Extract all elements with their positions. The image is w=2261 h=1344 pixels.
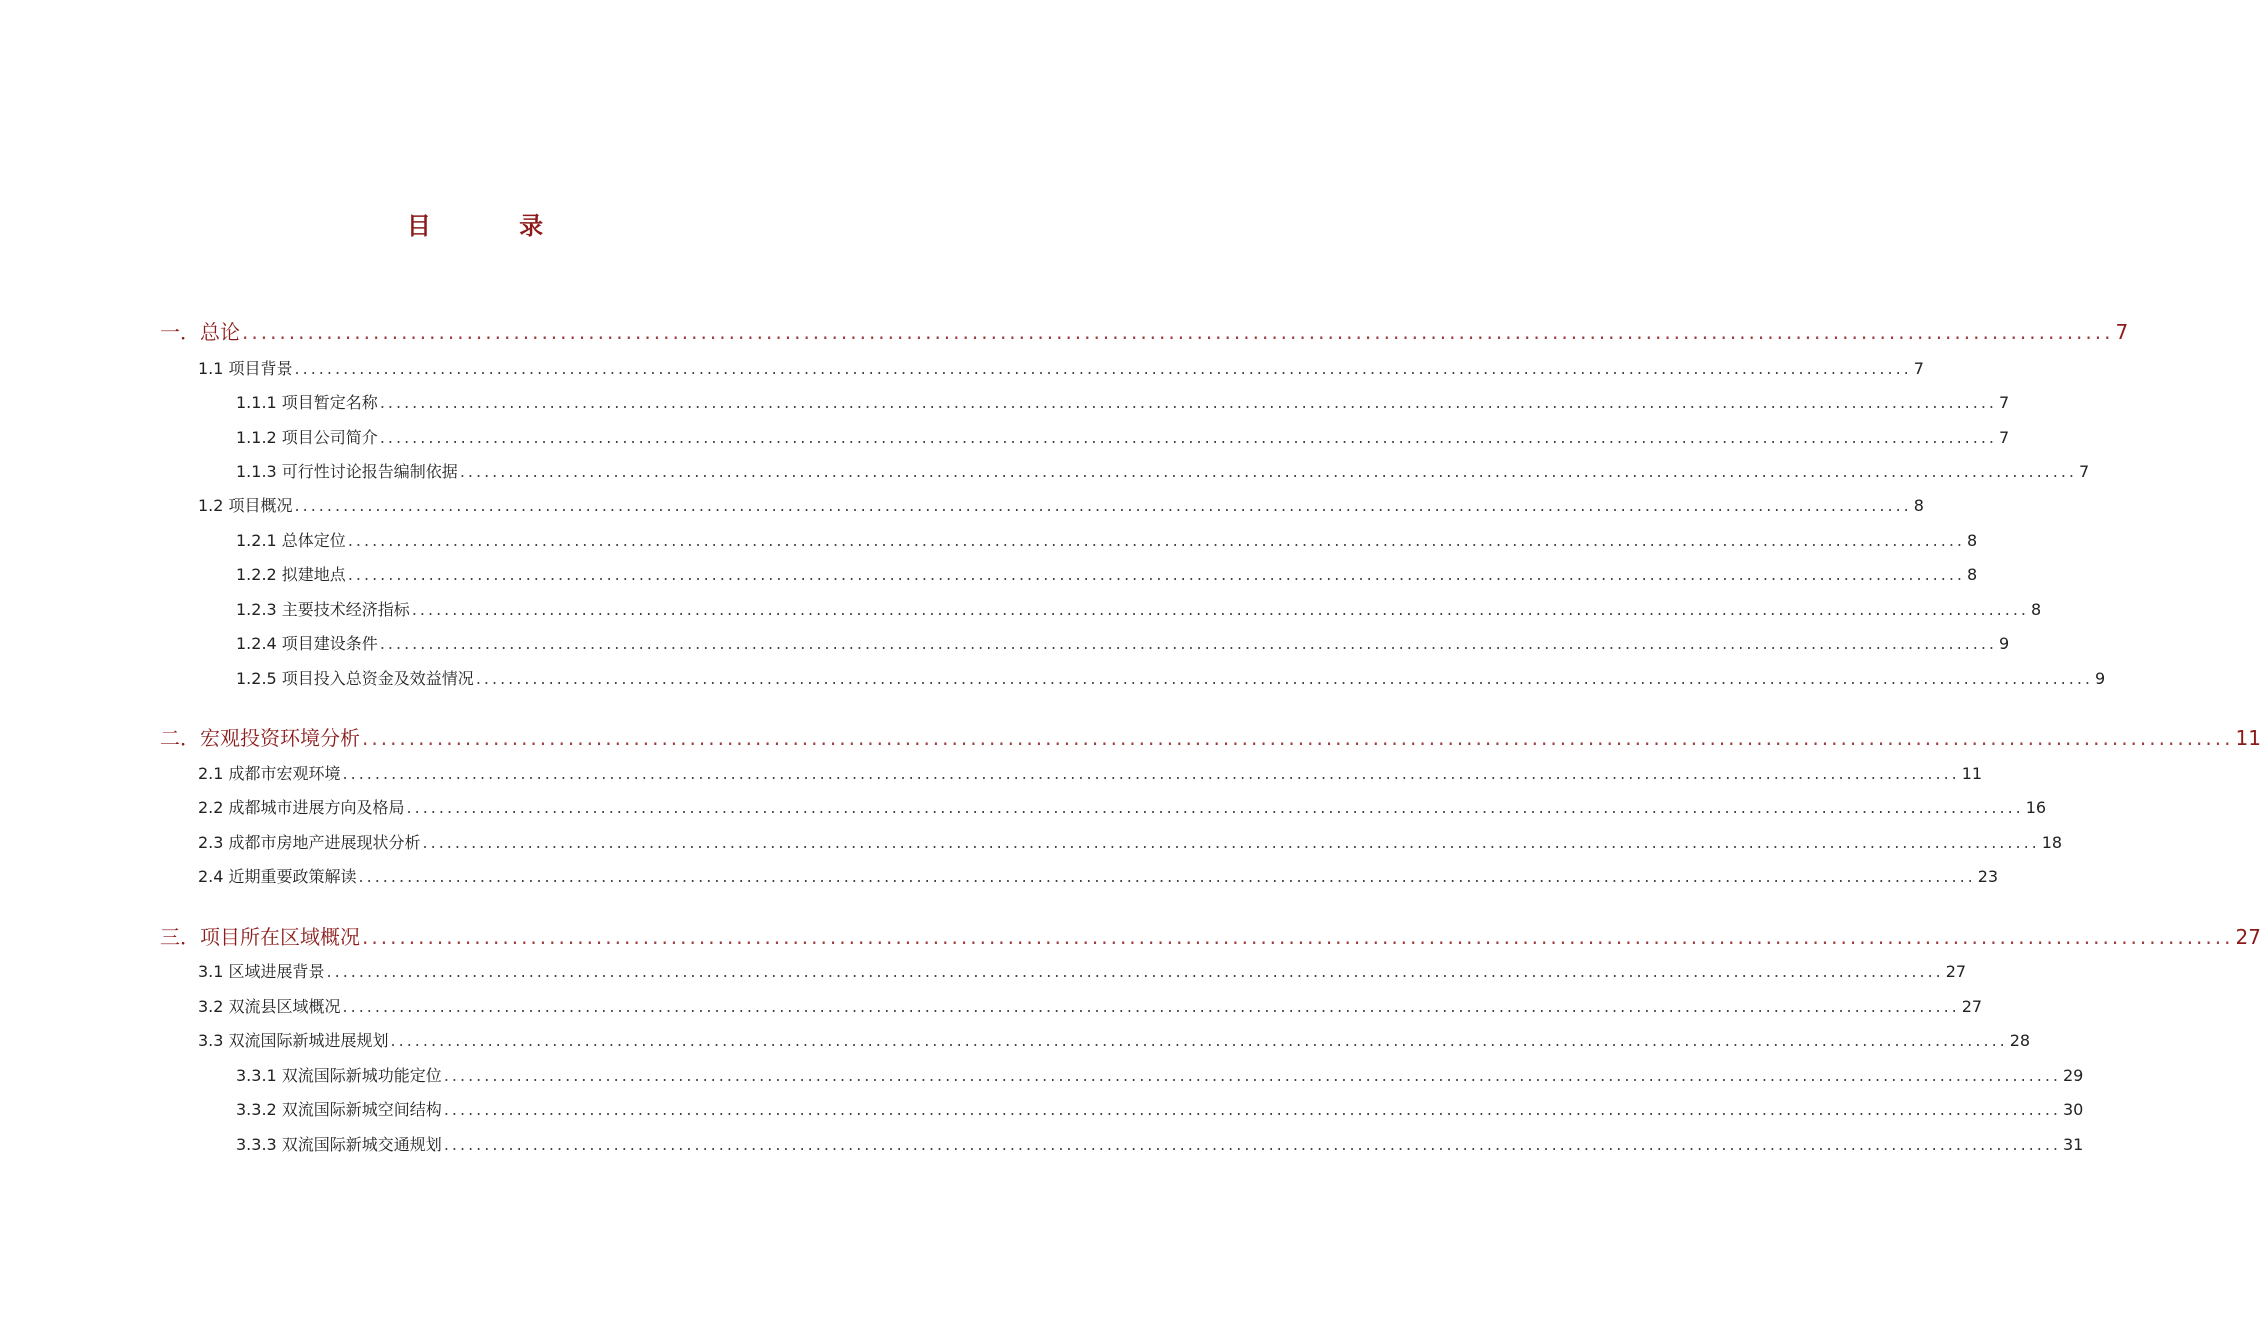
toc-entry-label: 1.1.3 可行性讨论报告编制依据 <box>236 462 458 481</box>
toc-leader-dots: ........................................................................................................................................................................................................ <box>390 1031 2008 1050</box>
toc-entry-label: 1.1 项目背景 <box>198 359 293 378</box>
toc-leader-dots: ........................................................................................................................................................................................................ <box>294 496 1912 515</box>
toc-entry-label: 2.4 近期重要政策解读 <box>198 867 357 886</box>
toc-leader-dots: ........................................................................................................................................................................................................ <box>294 359 1912 378</box>
toc-entry[interactable] <box>160 320 2129 344</box>
toc-leader-dots: ........................................................................................................................................................................................................ <box>379 393 1997 412</box>
toc-entry[interactable] <box>236 600 2042 619</box>
toc-leader-dots: ........................................................................................................................................................................................................ <box>459 462 2077 481</box>
toc-entry-page: 11 <box>1961 764 1983 783</box>
toc-entry-page: 7 <box>1999 428 2010 447</box>
toc-entry[interactable] <box>198 359 1924 378</box>
toc-leader-dots: ........................................................................................................................................................................................................ <box>347 565 1965 584</box>
toc-entry-page: 9 <box>2095 669 2106 688</box>
toc-entry[interactable] <box>236 428 2010 447</box>
toc-entry-label: 3.3.1 双流国际新城功能定位 <box>236 1066 442 1085</box>
toc-entry-page: 31 <box>2063 1135 2084 1154</box>
toc-leader-dots: ........................................................................................................................................................................................................ <box>443 1135 2061 1154</box>
toc-entry[interactable] <box>198 798 2047 817</box>
toc-entry-label: 1.2.3 主要技术经济指标 <box>236 600 410 619</box>
toc-leader-dots: ........................................................................................................................................................................................................ <box>379 634 1997 653</box>
toc-entry-page: 11 <box>2235 726 2261 750</box>
toc-entry-label: 3.2 双流县区域概况 <box>198 997 341 1016</box>
toc-leader-dots: ........................................................................................................................................................................................................ <box>443 1066 2061 1085</box>
toc-leader-dots: ........................................................................................................................................................................................................ <box>362 925 2234 949</box>
toc-entry-label: 2.1 成都市宏观环境 <box>198 764 341 783</box>
toc-entry[interactable] <box>236 531 1978 550</box>
toc-entry-label: 3.3 双流国际新城进展规划 <box>198 1031 389 1050</box>
toc-entry[interactable] <box>198 1031 2031 1050</box>
toc-leader-dots: ........................................................................................................................................................................................................ <box>422 833 2040 852</box>
toc-entry[interactable] <box>236 393 2010 412</box>
toc-entry[interactable] <box>198 997 1983 1016</box>
toc-entry-label: 3.1 区域进展背景 <box>198 962 325 981</box>
toc-entry-page: 7 <box>1913 359 1924 378</box>
toc-entry[interactable] <box>198 764 1983 783</box>
toc-entry-page: 23 <box>1977 867 1999 886</box>
toc-entry[interactable] <box>236 669 2106 688</box>
toc-entry-page: 8 <box>1913 496 1924 515</box>
toc-entry[interactable] <box>236 462 2090 481</box>
toc-entry-page: 28 <box>2009 1031 2031 1050</box>
toc-leader-dots: ........................................................................................................................................................................................................ <box>406 798 2024 817</box>
toc-entry[interactable] <box>236 565 1978 584</box>
toc-entry-page: 27 <box>1961 997 1983 1016</box>
toc-entry-label: 一．总论 <box>160 320 240 344</box>
toc-entry-label: 1.2.4 项目建设条件 <box>236 634 378 653</box>
toc-entry[interactable] <box>198 496 1924 515</box>
toc-entry-label: 2.3 成都市房地产进展现状分析 <box>198 833 421 852</box>
toc-entry-page: 29 <box>2063 1066 2084 1085</box>
toc-entry-label: 三．项目所在区域概况 <box>160 925 360 949</box>
toc-entry-page: 7 <box>2079 462 2090 481</box>
toc-entry-page: 7 <box>1999 393 2010 412</box>
toc-entry-page: 16 <box>2025 798 2047 817</box>
toc-leader-dots: ........................................................................................................................................................................................................ <box>411 600 2029 619</box>
toc-leader-dots: ........................................................................................................................................................................................................ <box>242 320 2114 344</box>
toc-leader-dots: ........................................................................................................................................................................................................ <box>475 669 2093 688</box>
toc-leader-dots: ........................................................................................................................................................................................................ <box>362 726 2234 750</box>
toc-entry[interactable] <box>236 1066 2084 1085</box>
toc-entry-label: 3.3.2 双流国际新城空间结构 <box>236 1100 442 1119</box>
toc-entry[interactable] <box>160 726 2261 750</box>
toc-leader-dots: ........................................................................................................................................................................................................ <box>379 428 1997 447</box>
toc-leader-dots: ........................................................................................................................................................................................................ <box>326 962 1944 981</box>
toc-entry-page: 18 <box>2041 833 2063 852</box>
toc-entry-page: 30 <box>2063 1100 2084 1119</box>
toc-entry[interactable] <box>198 962 1967 981</box>
toc-entry-page: 9 <box>1999 634 2010 653</box>
toc-entry-page: 8 <box>1967 531 1978 550</box>
toc-entry-label: 1.1.2 项目公司简介 <box>236 428 378 447</box>
toc-entry[interactable] <box>198 833 2063 852</box>
toc-entry[interactable] <box>198 867 1999 886</box>
toc-entry-page: 8 <box>2031 600 2042 619</box>
toc-entry[interactable] <box>236 1100 2084 1119</box>
toc-entry-label: 1.2.5 项目投入总资金及效益情况 <box>236 669 474 688</box>
toc-entry[interactable] <box>160 925 2261 949</box>
toc-entry-label: 2.2 成都城市进展方向及格局 <box>198 798 405 817</box>
toc-entry-label: 3.3.3 双流国际新城交通规划 <box>236 1135 442 1154</box>
toc-entry-label: 1.2.1 总体定位 <box>236 531 346 550</box>
toc-entry[interactable] <box>236 634 2010 653</box>
toc-entry[interactable] <box>236 1135 2084 1154</box>
page-title: 目 录 <box>406 212 584 240</box>
toc-leader-dots: ........................................................................................................................................................................................................ <box>342 764 1960 783</box>
toc-entry-label: 1.2.2 拟建地点 <box>236 565 346 584</box>
toc-leader-dots: ........................................................................................................................................................................................................ <box>342 997 1960 1016</box>
toc-entry-label: 1.1.1 项目暂定名称 <box>236 393 378 412</box>
toc-entry-page: 8 <box>1967 565 1978 584</box>
toc-leader-dots: ........................................................................................................................................................................................................ <box>443 1100 2061 1119</box>
toc-entry-page: 27 <box>1945 962 1967 981</box>
toc-entry-page: 7 <box>2115 320 2129 344</box>
toc-leader-dots: ........................................................................................................................................................................................................ <box>358 867 1976 886</box>
toc-leader-dots: ........................................................................................................................................................................................................ <box>347 531 1965 550</box>
toc-entry-label: 二．宏观投资环境分析 <box>160 726 360 750</box>
toc-entry-label: 1.2 项目概况 <box>198 496 293 515</box>
toc-entry-page: 27 <box>2235 925 2261 949</box>
